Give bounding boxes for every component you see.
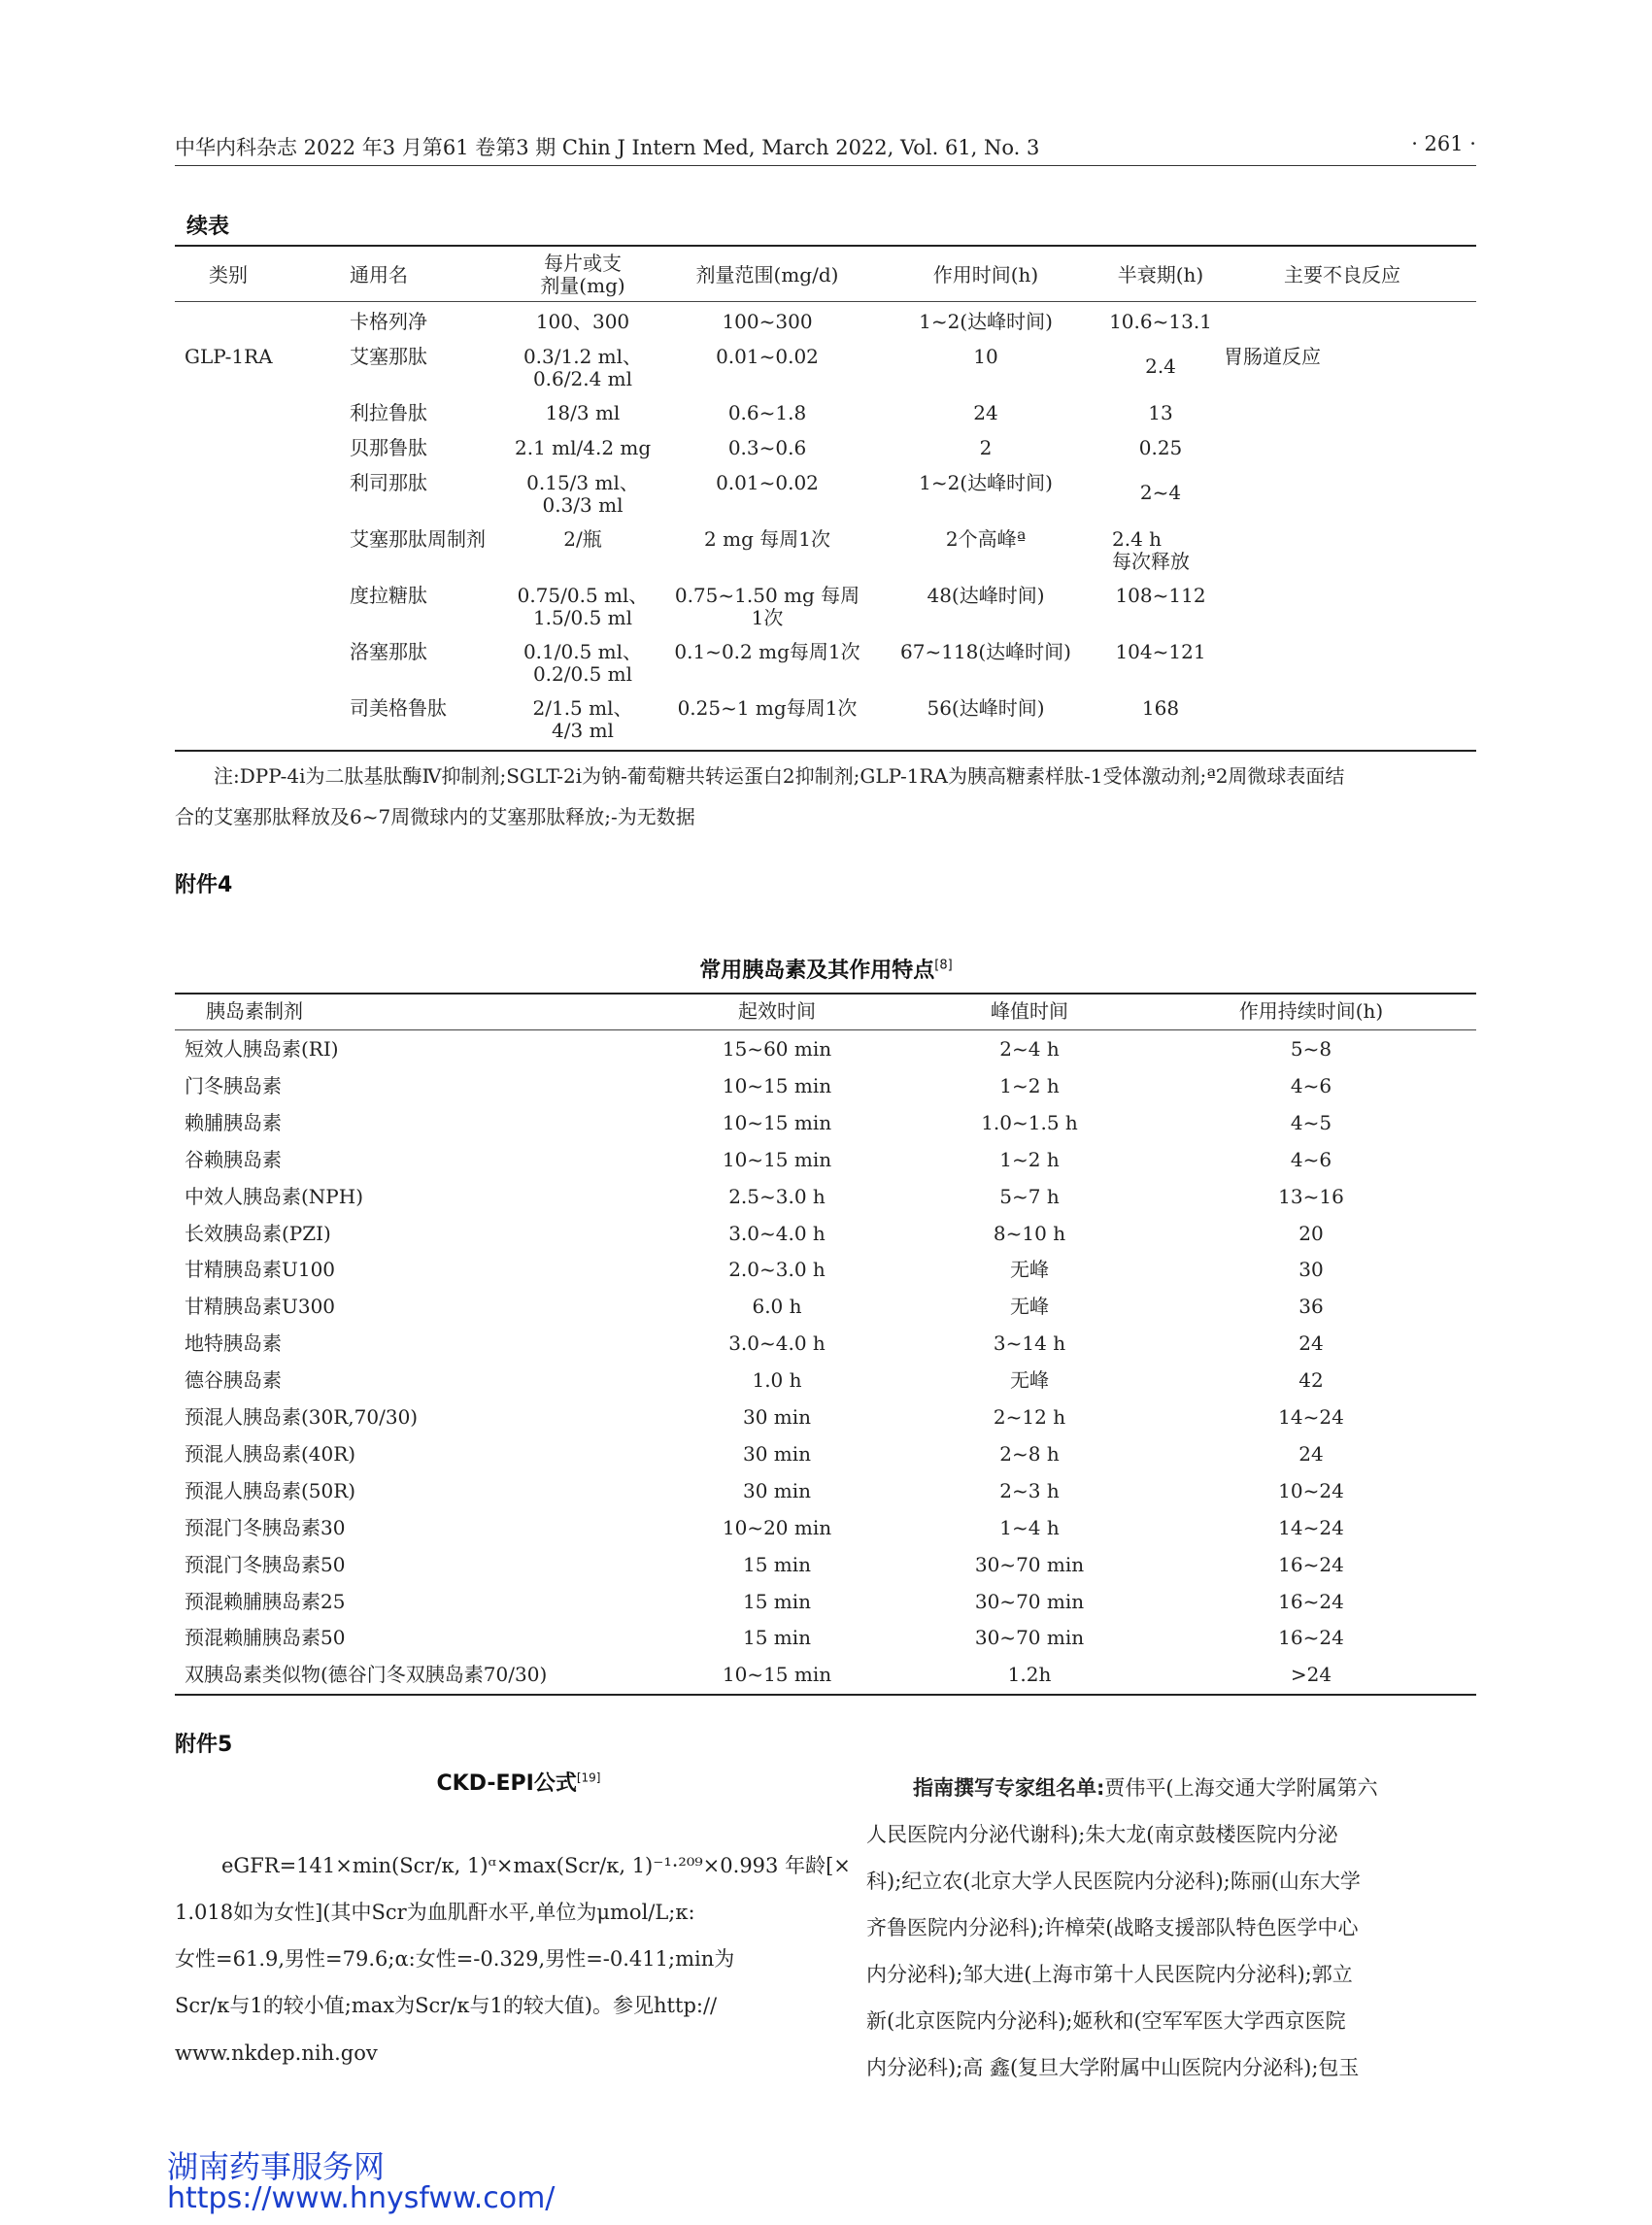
insulin-value-cell: 20 [1298,1221,1324,1245]
table1-header-cell: 作用时间(h) [932,263,1039,287]
insulin-value-cell: 4~6 [1290,1073,1332,1097]
insulin-value-cell: 8~10 h [993,1221,1066,1245]
insulin-name-cell: 预混人胰岛素(40R) [185,1441,356,1466]
insulin-header-cell: 峰值时间 [991,999,1068,1023]
insulin-value-cell: 15 min [742,1626,812,1650]
insulin-name-cell: 预混人胰岛素(30R,70/30) [185,1405,419,1429]
insulin-value-cell: 10~15 min [722,1147,832,1171]
page-number: · 261 · [1411,132,1476,155]
table-note-line: 合的艾塞那肽释放及6~7周微球内的艾塞那肽释放;-为无数据 [175,805,695,828]
insulin-value-cell: 4~5 [1290,1110,1332,1134]
expert-line [913,1765,1496,1811]
insulin-value-cell: 10~15 min [722,1110,832,1134]
insulin-value-cell: 3.0~4.0 h [728,1221,826,1245]
insulin-table-title [0,954,1652,984]
table1-time-cell: 2个高峰ª [945,527,1027,551]
table1-top-rule [175,245,1476,247]
insulin-value-cell: 42 [1298,1368,1324,1393]
table1-range-cell: 2 mg 每周1次 [704,527,830,551]
table1-name-cell: 贝那鲁肽 [350,436,427,459]
insulin-name-cell: 预混门冬胰岛素50 [185,1552,346,1576]
insulin-value-cell: 24 [1298,1441,1324,1466]
table1-category-cell: GLP-1RA [185,345,273,368]
table1-name-cell: 艾塞那肽周制剂 [350,527,486,551]
table1-time-cell: 24 [973,401,998,424]
insulin-value-cell: 30 [1298,1258,1324,1282]
table1-range-cell: 0.01~0.02 [716,345,819,368]
insulin-name-cell: 谷赖胰岛素 [185,1147,282,1171]
insulin-value-cell: 10~15 min [722,1663,832,1687]
insulin-value-cell: 2~12 h [993,1405,1066,1429]
table1-range-cell: 0.75~1.50 mg 每周 1次 [674,584,860,629]
expert-line-text: 贾伟平(上海交通大学附属第六 [1104,1776,1378,1800]
insulin-value-cell: 15~60 min [722,1037,832,1061]
insulin-name-cell: 门冬胰岛素 [185,1073,282,1097]
formula-line: eGFR=141×min(Scr/κ, 1)ᵅ×max(Scr/κ, 1)⁻¹·²⁰⁹×0.993 年龄[× [221,1854,851,1877]
table1-name-cell: 利拉鲁肽 [350,401,427,424]
insulin-value-cell: 15 min [742,1552,812,1576]
ckd-epi-title-text: CKD-EPI公式 [436,1771,577,1796]
table1-time-cell: 2 [979,436,993,459]
expert-line: 内分泌科);邹大进(上海市第十人民医院内分泌科);郭立 [866,1963,1353,1986]
table1-dose-cell: 100、300 [535,310,630,333]
formula-line: 女性=61.9,男性=79.6;α:女性=-0.329,男性=-0.411;min为 [175,1947,735,1971]
insulin-value-cell: 6.0 h [752,1295,802,1319]
table1-name-cell: 度拉糖肽 [350,584,427,607]
insulin-value-cell: 36 [1298,1295,1324,1319]
expert-line: 内分泌科);高 鑫(复旦大学附属中山医院内分泌科);包玉 [866,2056,1360,2079]
insulin-name-cell: 预混门冬胰岛素30 [185,1515,346,1539]
table1-time-cell: 1~2(达峰时间) [919,471,1053,494]
insulin-header-cell: 起效时间 [738,999,816,1023]
expert-line: 科);纪立农(北京大学人民医院内分泌科);陈丽(山东大学 [866,1870,1361,1893]
table1-range-cell: 0.1~0.2 mg每周1次 [674,640,860,663]
insulin-table-title-text: 常用胰岛素及其作用特点 [699,959,935,983]
insulin-value-cell: 30~70 min [974,1626,1085,1650]
insulin-table-header-rule [175,1029,1476,1030]
table1-range-cell: 0.3~0.6 [727,436,807,459]
formula-line: www.nkdep.nih.gov [175,2041,378,2065]
table1-name-cell: 卡格列净 [350,310,427,333]
table1-header-cell: 每片或支 剂量(mg) [540,252,625,297]
insulin-value-cell: 无峰 [1010,1258,1049,1282]
table-continued-label: 续表 [186,215,230,239]
insulin-value-cell: 10~15 min [722,1073,832,1097]
table-note-line: 注:DPP-4i为二肽基肽酶Ⅳ抑制剂;SGLT-2i为钠-葡萄糖共转运蛋白2抑制剂;GLP-1RA为胰高糖素样肽-1受体激动剂;ª2周微球表面结 [214,764,1345,788]
table1-halflife-cell: 108~112 [1115,584,1206,607]
insulin-value-cell: 30 min [742,1405,812,1429]
appendix4-heading: 附件4 [175,873,233,897]
table1-dose-cell: 18/3 ml [545,401,621,424]
insulin-name-cell: 预混人胰岛素(50R) [185,1478,356,1502]
table1-name-cell: 司美格鲁肽 [350,696,447,720]
insulin-value-cell: 30 min [742,1441,812,1466]
watermark-site-name: 湖南药事服务网 [167,2148,386,2185]
expert-group-label: 指南撰写专家组名单: [913,1776,1105,1800]
table1-dose-cell: 2.1 ml/4.2 mg [515,436,652,459]
table1-halflife-cell: 10.6~13.1 [1109,310,1212,333]
table1-range-cell: 0.6~1.8 [727,401,807,424]
insulin-value-cell: 3.0~4.0 h [728,1332,826,1356]
table1-name-cell: 利司那肽 [350,471,427,494]
table1-bottom-rule [175,750,1476,752]
table1-time-cell: 48(达峰时间) [927,584,1045,607]
insulin-value-cell: 1~4 h [999,1515,1060,1539]
table1-halflife-cell: 0.25 [1138,436,1183,459]
table1-time-cell: 10 [973,345,998,368]
table1-adverse-cell: 胃肠道反应 [1224,345,1321,368]
insulin-value-cell: 1.2h [1007,1663,1052,1687]
insulin-value-cell: 15 min [742,1589,812,1613]
insulin-table-ref: [8] [934,958,953,973]
table1-halflife-cell: 2~4 [1139,481,1182,504]
insulin-value-cell: 1~2 h [999,1147,1060,1171]
insulin-name-cell: 德谷胰岛素 [185,1368,282,1393]
table1-dose-cell: 0.1/0.5 ml、 0.2/0.5 ml [523,640,643,686]
insulin-name-cell: 双胰岛素类似物(德谷门冬双胰岛素70/30) [185,1663,548,1687]
insulin-value-cell: >24 [1290,1663,1332,1687]
insulin-name-cell: 预混赖脯胰岛素25 [185,1589,346,1613]
insulin-value-cell: 13~16 [1278,1184,1344,1208]
expert-line: 齐鲁医院内分泌科);许樟荣(战略支援部队特色医学中心 [866,1916,1359,1939]
table1-header-cell: 半衰期(h) [1117,263,1204,287]
table1-time-cell: 1~2(达峰时间) [919,310,1053,333]
insulin-value-cell: 5~8 [1290,1037,1332,1061]
expert-line: 人民医院内分泌代谢科);朱大龙(南京鼓楼医院内分泌 [866,1823,1338,1846]
header-rule [175,165,1476,166]
insulin-name-cell: 长效胰岛素(PZI) [185,1221,331,1245]
table1-header-cell: 类别 [209,263,248,287]
table1-header-rule [175,301,1476,302]
insulin-value-cell: 2.5~3.0 h [728,1184,826,1208]
journal-citation: 中华内科杂志 2022 年3 月第61 卷第3 期 Chin J Intern Med, March 2022, Vol. 61, No. 3 [175,136,1040,159]
table1-header-cell: 剂量范围(mg/d) [695,263,839,287]
table1-time-cell: 67~118(达峰时间) [900,640,1071,663]
table1-halflife-cell: 2.4 h 每次释放 [1112,527,1190,573]
insulin-table-bottom-rule [175,1694,1476,1696]
insulin-value-cell: 10~20 min [722,1515,832,1539]
insulin-value-cell: 无峰 [1010,1368,1049,1393]
table1-dose-cell: 2/1.5 ml、 4/3 ml [532,696,633,742]
table1-header-cell: 通用名 [350,263,408,287]
insulin-table-top-rule [175,993,1476,995]
appendix5-heading: 附件5 [175,1733,233,1757]
insulin-value-cell: 1~2 h [999,1073,1060,1097]
insulin-value-cell: 30 min [742,1478,812,1502]
insulin-value-cell: 4~6 [1290,1147,1332,1171]
insulin-name-cell: 甘精胰岛素U300 [185,1295,336,1319]
insulin-value-cell: 24 [1298,1332,1324,1356]
table1-name-cell: 洛塞那肽 [350,640,427,663]
table1-dose-cell: 2/瓶 [563,527,602,551]
insulin-value-cell: 2~4 h [999,1037,1060,1061]
insulin-value-cell: 3~14 h [993,1332,1066,1356]
insulin-value-cell: 16~24 [1278,1626,1344,1650]
insulin-value-cell: 14~24 [1278,1405,1344,1429]
table1-halflife-cell: 2.4 [1145,354,1176,378]
insulin-value-cell: 14~24 [1278,1515,1344,1539]
table1-halflife-cell: 168 [1141,696,1180,720]
table1-header-cell: 主要不良反应 [1284,263,1400,287]
insulin-value-cell: 30~70 min [974,1589,1085,1613]
table1-dose-cell: 0.75/0.5 ml、 1.5/0.5 ml [517,584,649,629]
running-header [175,132,1476,165]
table1-halflife-cell: 104~121 [1115,640,1206,663]
table1-range-cell: 0.25~1 mg每周1次 [677,696,858,720]
insulin-value-cell: 16~24 [1278,1552,1344,1576]
formula-line: Scr/κ与1的较小值;max为Scr/κ与1的较大值)。参见http:// [175,1994,718,2017]
insulin-name-cell: 赖脯胰岛素 [185,1110,282,1134]
formula-line: 1.018如为女性](其中Scr为血肌酐水平,单位为μmol/L;κ: [175,1901,695,1924]
insulin-name-cell: 预混赖脯胰岛素50 [185,1626,346,1650]
insulin-header-cell: 作用持续时间(h) [1238,999,1384,1023]
insulin-value-cell: 2.0~3.0 h [728,1258,826,1282]
insulin-value-cell: 2~8 h [999,1441,1060,1466]
insulin-name-cell: 地特胰岛素 [185,1332,282,1356]
table1-range-cell: 100~300 [722,310,813,333]
insulin-value-cell: 2~3 h [999,1478,1060,1502]
insulin-value-cell: 5~7 h [999,1184,1060,1208]
ckd-epi-title [175,1767,862,1797]
ckd-epi-ref: [19] [576,1770,601,1785]
table1-name-cell: 艾塞那肽 [350,345,427,368]
watermark-url[interactable]: https://www.hnysfww.com/ [167,2181,556,2215]
insulin-name-cell: 甘精胰岛素U100 [185,1258,336,1282]
table1-halflife-cell: 13 [1148,401,1173,424]
expert-line: 新(北京医院内分泌科);姬秋和(空军军医大学西京医院 [866,2009,1346,2033]
insulin-header-cell: 胰岛素制剂 [206,999,303,1023]
insulin-value-cell: 1.0~1.5 h [981,1110,1078,1134]
table1-time-cell: 56(达峰时间) [927,696,1045,720]
table1-range-cell: 0.01~0.02 [716,471,819,494]
insulin-value-cell: 30~70 min [974,1552,1085,1576]
insulin-name-cell: 短效人胰岛素(RI) [185,1037,339,1061]
insulin-value-cell: 无峰 [1010,1295,1049,1319]
table1-dose-cell: 0.3/1.2 ml、 0.6/2.4 ml [523,345,643,390]
insulin-name-cell: 中效人胰岛素(NPH) [185,1184,364,1208]
insulin-value-cell: 16~24 [1278,1589,1344,1613]
insulin-value-cell: 1.0 h [752,1368,802,1393]
insulin-value-cell: 10~24 [1278,1478,1344,1502]
table1-dose-cell: 0.15/3 ml、 0.3/3 ml [526,471,639,517]
